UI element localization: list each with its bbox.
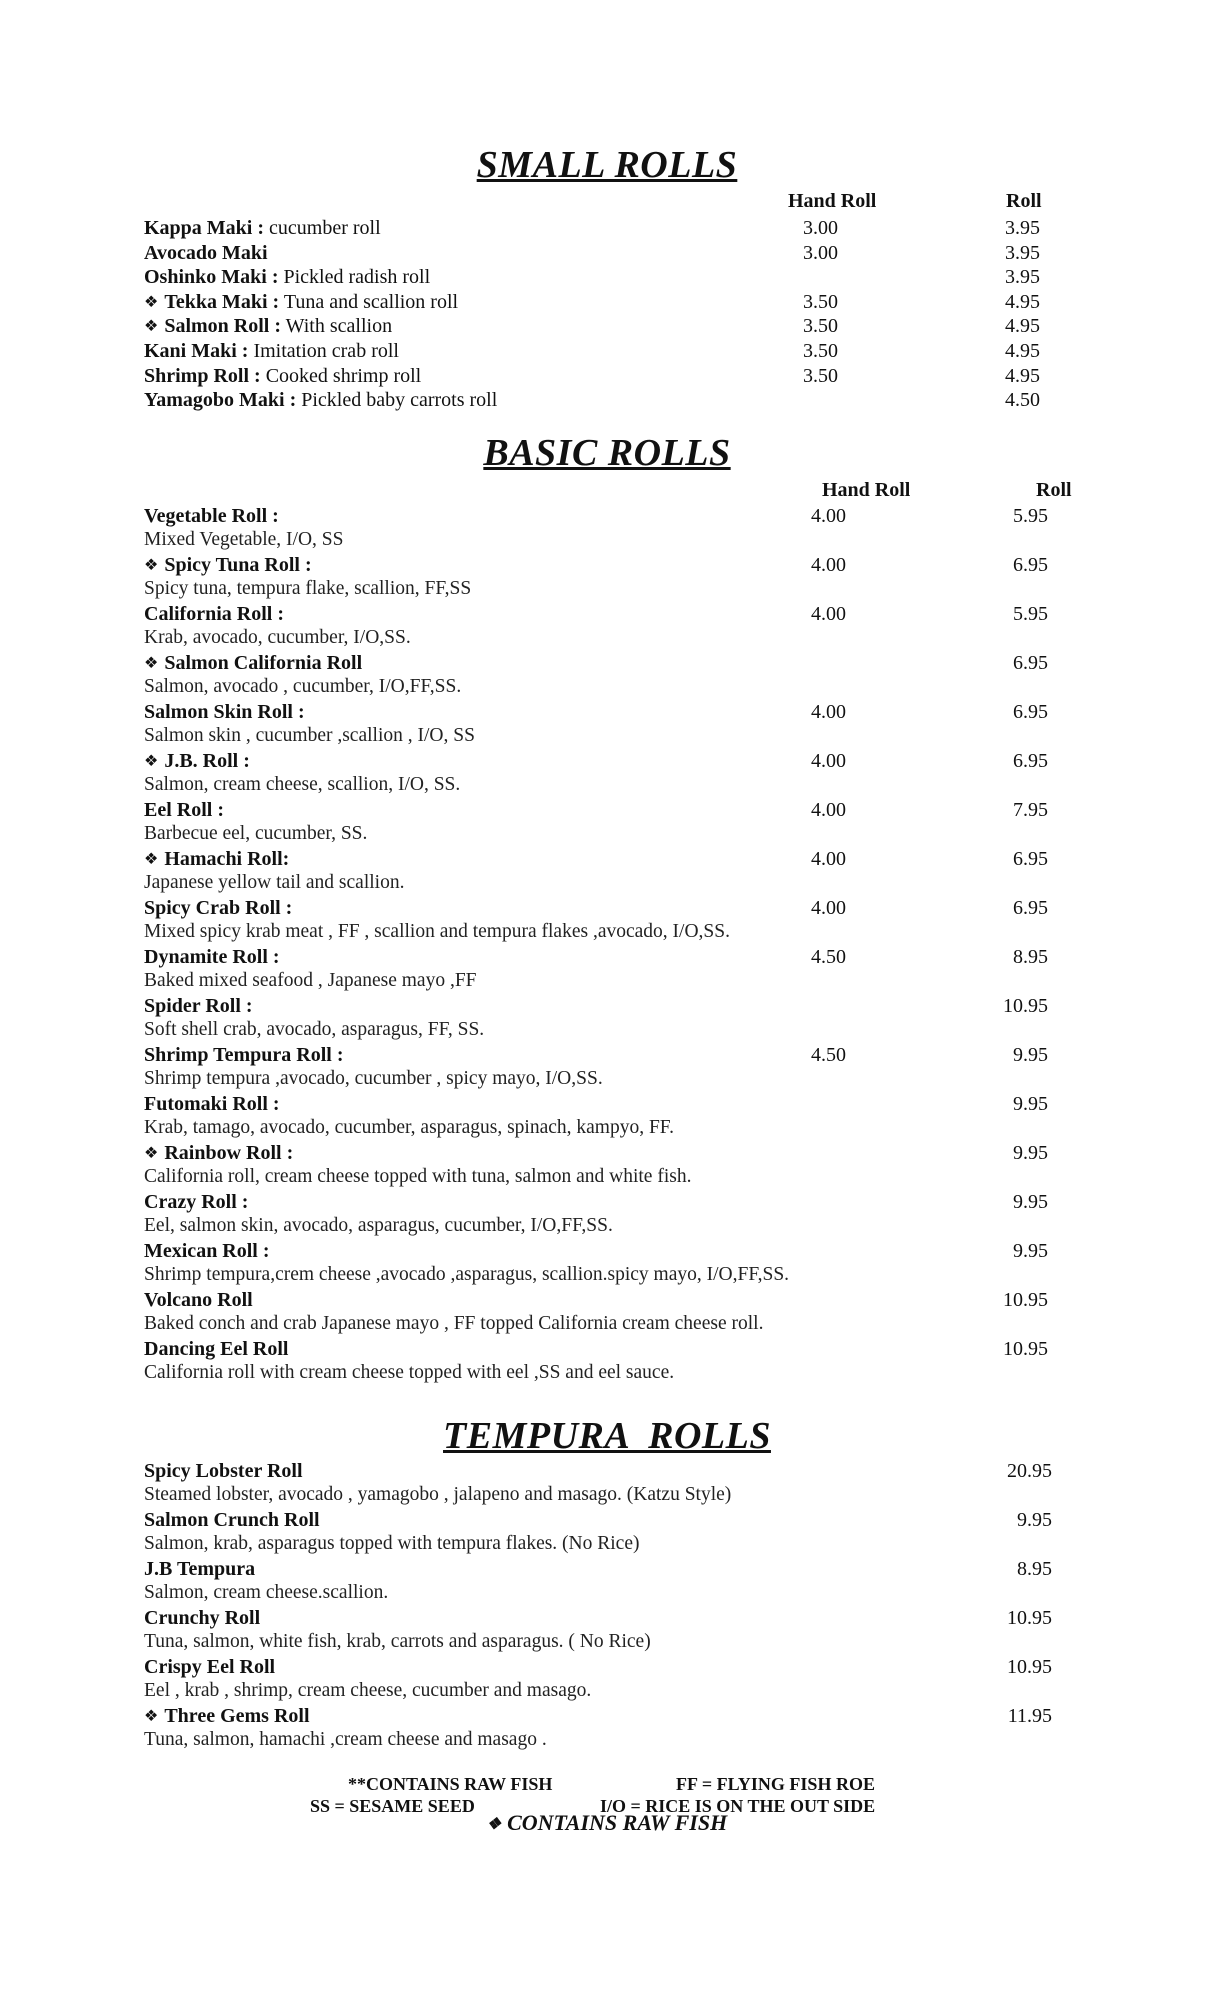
small-rolls-title: SMALL ROLLS	[476, 144, 738, 186]
roll-name	[144, 388, 497, 412]
roll-name	[144, 265, 430, 289]
roll-description: California roll, cream cheese topped with tuna, salmon and white fish.	[144, 1166, 692, 1187]
hand-roll-price: 3.00	[803, 217, 838, 239]
roll-price: 10.95	[1003, 1289, 1048, 1311]
tempura-roll-row	[0, 1704, 1214, 1728]
hand-roll-price: 4.00	[811, 848, 846, 870]
tempura-roll-row	[0, 1606, 1214, 1630]
roll-name-text: Mexican Roll :	[144, 1240, 270, 1262]
roll-name-text: Shrimp Roll :	[144, 364, 261, 387]
roll-name	[144, 1704, 310, 1730]
roll-price: 4.95	[1005, 364, 1040, 387]
roll-description: Pickled baby carrots roll	[301, 389, 498, 412]
roll-name-text: Salmon Crunch Roll	[144, 1509, 320, 1531]
roll-description: Salmon, avocado , cucumber, I/O,FF,SS.	[144, 676, 462, 697]
tempura-roll-row	[0, 1459, 1214, 1483]
roll-name	[144, 1190, 248, 1214]
basic-roll-row	[0, 1190, 1214, 1214]
roll-name	[144, 553, 312, 579]
hand-roll-price: 3.00	[803, 241, 838, 264]
roll-price: 10.95	[1007, 1607, 1052, 1629]
raw-fish-marker-icon: ❖	[486, 1816, 502, 1833]
roll-price: 3.95	[1005, 266, 1040, 289]
roll-description: Eel, salmon skin, avocado, asparagus, cucumber, I/O,FF,SS.	[144, 1215, 613, 1236]
hand-roll-price: 4.00	[811, 750, 846, 772]
roll-name	[144, 1043, 343, 1067]
basic-roll-row	[0, 749, 1214, 773]
roll-name-text: Crazy Roll :	[144, 1191, 249, 1213]
roll-name-text: Crunchy Roll	[144, 1607, 261, 1629]
raw-fish-marker-icon: ❖	[144, 318, 159, 336]
roll-name-text: Spider Roll :	[144, 995, 253, 1017]
roll-price: 4.95	[1005, 290, 1040, 313]
roll-name-text: California Roll :	[144, 603, 284, 625]
roll-name-text: Hamachi Roll:	[164, 848, 290, 870]
roll-price: 10.95	[1003, 1338, 1048, 1360]
roll-name	[144, 339, 399, 363]
basic-roll-row	[0, 1092, 1214, 1116]
legend-ff: FF = FLYING FISH ROE	[676, 1774, 875, 1794]
roll-name-text: Salmon Roll :	[164, 315, 282, 338]
small-roll-row	[0, 216, 1214, 240]
roll-name-text: Spicy Lobster Roll	[144, 1460, 303, 1482]
hand-roll-price: 3.50	[803, 290, 838, 313]
roll-name	[144, 1288, 253, 1312]
hand-roll-price: 4.00	[811, 505, 846, 527]
roll-price: 20.95	[1007, 1460, 1052, 1482]
hand-roll-price: 3.50	[803, 340, 838, 362]
roll-name	[144, 847, 289, 873]
roll-name	[144, 290, 458, 316]
legend-io: I/O = RICE IS ON THE OUT SIDE	[600, 1796, 876, 1816]
basic-roll-row	[0, 1239, 1214, 1263]
roll-price: 7.95	[1013, 799, 1048, 821]
roll-name-text: Kappa Maki :	[144, 217, 265, 239]
hand-roll-price: 4.00	[811, 603, 846, 625]
small-roll-row	[0, 388, 1214, 412]
roll-description: Steamed lobster, avocado , yamagobo , jalapeno and masago. (Katzu Style)	[144, 1484, 732, 1505]
basic-rolls-title: BASIC ROLLS	[483, 432, 731, 474]
hand-roll-price: 4.00	[811, 799, 846, 821]
basic-roll-row	[0, 945, 1214, 969]
roll-description: California roll with cream cheese topped with eel ,SS and eel sauce.	[144, 1362, 675, 1383]
roll-description: Salmon, cream cheese, scallion, I/O, SS.	[144, 774, 461, 795]
basic-roll-row	[0, 1337, 1214, 1361]
roll-name-text: J.B Tempura	[144, 1558, 256, 1580]
roll-name-text: J.B. Roll :	[164, 750, 250, 772]
roll-description: Mixed spicy krab meat , FF , scallion and tempura flakes ,avocado, I/O,SS.	[144, 921, 730, 942]
roll-name	[144, 1606, 260, 1630]
roll-name-text: Crispy Eel Roll	[144, 1656, 276, 1678]
roll-name-text: Salmon Skin Roll :	[144, 701, 305, 723]
raw-fish-marker-icon: ❖	[144, 851, 159, 868]
roll-description: Salmon skin , cucumber ,scallion , I/O, SS	[144, 725, 475, 746]
raw-fish-marker-icon: ❖	[144, 557, 159, 574]
small-roll-row	[0, 314, 1214, 338]
hand-roll-price: 4.00	[811, 897, 846, 919]
roll-name	[144, 216, 381, 240]
roll-price: 9.95	[1013, 1240, 1048, 1262]
basic-roll-row	[0, 651, 1214, 675]
roll-price: 6.95	[1013, 750, 1048, 772]
roll-name	[144, 896, 292, 920]
roll-name-text: Rainbow Roll :	[164, 1142, 294, 1164]
roll-price: 3.95	[1005, 217, 1040, 239]
roll-name	[144, 1141, 293, 1167]
raw-fish-marker-icon: ❖	[144, 753, 159, 770]
roll-description: Salmon, krab, asparagus topped with tempura flakes. (No Rice)	[144, 1533, 640, 1554]
roll-description: Tuna, salmon, hamachi ,cream cheese and masago .	[144, 1729, 547, 1750]
roll-name-text: Dancing Eel Roll	[144, 1338, 289, 1360]
roll-price: 5.95	[1013, 505, 1048, 527]
roll-name	[144, 1239, 270, 1263]
hand-roll-price: 3.50	[803, 315, 838, 338]
roll-price: 9.95	[1013, 1191, 1048, 1213]
basic-roll-row	[0, 602, 1214, 626]
roll-name	[144, 1337, 288, 1361]
roll-description: Tuna and scallion roll	[283, 290, 459, 313]
basic-roll-row	[0, 994, 1214, 1018]
small-roll-row	[0, 265, 1214, 289]
basic-roll-row	[0, 504, 1214, 528]
roll-description: Salmon, cream cheese.scallion.	[144, 1582, 389, 1603]
roll-name	[144, 749, 250, 775]
roll-name-text: Kani Maki :	[144, 340, 249, 362]
basic-roll-row	[0, 1288, 1214, 1312]
roll-description: Mixed Vegetable, I/O, SS	[144, 529, 344, 550]
roll-price: 3.95	[1005, 241, 1040, 264]
hand-roll-price: 4.00	[811, 701, 846, 723]
roll-price: 8.95	[1017, 1558, 1052, 1580]
small-hand-roll-header: Hand Roll	[788, 190, 877, 212]
basic-roll-row	[0, 553, 1214, 577]
roll-price: 10.95	[1003, 995, 1048, 1017]
tempura-roll-row	[0, 1655, 1214, 1679]
roll-price: 9.95	[1017, 1509, 1052, 1531]
roll-description: Baked conch and crab Japanese mayo , FF topped California cream cheese roll.	[144, 1313, 764, 1334]
roll-price: 10.95	[1007, 1656, 1052, 1678]
roll-name	[144, 1655, 275, 1679]
roll-name-text: Shrimp Tempura Roll :	[144, 1044, 344, 1066]
roll-name-text: Dynamite Roll :	[144, 946, 280, 968]
roll-name	[144, 994, 253, 1018]
hand-roll-price: 4.50	[811, 946, 846, 968]
basic-roll-row	[0, 700, 1214, 724]
roll-price: 6.95	[1013, 848, 1048, 870]
small-roll-row	[0, 364, 1214, 388]
small-roll-row	[0, 290, 1214, 314]
roll-name-text: Spicy Crab Roll :	[144, 897, 293, 919]
roll-description: Baked mixed seafood , Japanese mayo ,FF	[144, 970, 477, 991]
roll-description: Barbecue eel, cucumber, SS.	[144, 823, 368, 844]
raw-fish-marker-icon: ❖	[144, 293, 159, 311]
basic-roll-row	[0, 1043, 1214, 1067]
roll-price: 4.95	[1005, 340, 1040, 362]
small-roll-row	[0, 339, 1214, 363]
roll-name-text: Vegetable Roll :	[144, 505, 279, 527]
roll-description: Tuna, salmon, white fish, krab, carrots and asparagus. ( No Rice)	[144, 1631, 651, 1652]
legend-raw-fish: **CONTAINS RAW FISH	[348, 1774, 553, 1794]
roll-name	[144, 798, 224, 822]
roll-name-text: Avocado Maki	[144, 241, 268, 264]
roll-price: 9.95	[1013, 1093, 1048, 1115]
roll-description: With scallion	[285, 315, 393, 338]
roll-name	[144, 504, 279, 528]
hand-roll-price: 4.00	[811, 554, 846, 576]
basic-hand-roll-header: Hand Roll	[822, 479, 911, 501]
roll-price: 4.50	[1005, 389, 1040, 412]
tempura-roll-row	[0, 1508, 1214, 1532]
raw-fish-marker-icon: ❖	[144, 655, 159, 672]
roll-price: 4.95	[1005, 315, 1040, 338]
roll-price: 9.95	[1013, 1044, 1048, 1066]
roll-price: 5.95	[1013, 603, 1048, 625]
roll-name	[144, 364, 421, 388]
legend-marker-note-text: CONTAINS RAW FISH	[507, 1810, 728, 1835]
basic-roll-header: Roll	[1036, 479, 1072, 501]
basic-roll-row	[0, 798, 1214, 822]
roll-name	[144, 1459, 303, 1483]
legend-marker-note	[0, 1810, 1214, 1836]
roll-price: 9.95	[1013, 1142, 1048, 1164]
roll-description: Pickled radish roll	[283, 266, 431, 289]
roll-price: 6.95	[1013, 652, 1048, 674]
roll-name	[144, 1092, 280, 1116]
roll-description: Japanese yellow tail and scallion.	[144, 872, 405, 893]
roll-name-text: Salmon California Roll	[164, 652, 363, 674]
tempura-rolls-title: TEMPURA ROLLS	[443, 1415, 771, 1457]
legend-ss: SS = SESAME SEED	[310, 1796, 475, 1816]
roll-name	[144, 241, 268, 265]
tempura-roll-row	[0, 1557, 1214, 1581]
roll-name-text: Eel Roll :	[144, 799, 224, 821]
roll-description: Shrimp tempura,crem cheese ,avocado ,asparagus, scallion.spicy mayo, I/O,FF,SS.	[144, 1264, 790, 1285]
roll-price: 8.95	[1013, 946, 1048, 968]
roll-name	[144, 945, 280, 969]
roll-price: 6.95	[1013, 897, 1048, 919]
roll-name	[144, 700, 305, 724]
roll-description: Imitation crab roll	[253, 340, 399, 362]
roll-name	[144, 314, 392, 340]
small-roll-row	[0, 241, 1214, 265]
roll-description: Krab, avocado, cucumber, I/O,SS.	[144, 627, 411, 648]
hand-roll-price: 3.50	[803, 364, 838, 387]
roll-description: Eel , krab , shrimp, cream cheese, cucumber and masago.	[144, 1680, 592, 1701]
small-roll-header: Roll	[1006, 190, 1042, 212]
roll-name-text: Spicy Tuna Roll :	[164, 554, 312, 576]
raw-fish-marker-icon: ❖	[144, 1708, 159, 1725]
roll-name	[144, 651, 362, 677]
roll-name-text: Futomaki Roll :	[144, 1093, 280, 1115]
raw-fish-marker-icon: ❖	[144, 1145, 159, 1162]
roll-name-text: Volcano Roll	[144, 1289, 253, 1311]
roll-description: Shrimp tempura ,avocado, cucumber , spicy mayo, I/O,SS.	[144, 1068, 603, 1089]
roll-description: cucumber roll	[269, 217, 381, 239]
roll-description: Cooked shrimp roll	[265, 364, 422, 387]
roll-name-text: Yamagobo Maki :	[144, 389, 297, 412]
basic-roll-row	[0, 1141, 1214, 1165]
roll-price: 6.95	[1013, 554, 1048, 576]
roll-description: Spicy tuna, tempura flake, scallion, FF,SS	[144, 578, 472, 599]
roll-name	[144, 602, 284, 626]
roll-name	[144, 1557, 255, 1581]
roll-name	[144, 1508, 320, 1532]
roll-description: Krab, tamago, avocado, cucumber, asparagus, spinach, kampyo, FF.	[144, 1117, 674, 1138]
roll-price: 11.95	[1007, 1705, 1052, 1727]
roll-name-text: Oshinko Maki :	[144, 266, 279, 289]
roll-price: 6.95	[1013, 701, 1048, 723]
roll-description: Soft shell crab, avocado, asparagus, FF, SS.	[144, 1019, 485, 1040]
roll-name-text: Three Gems Roll	[164, 1705, 310, 1727]
roll-name-text: Tekka Maki :	[164, 290, 280, 313]
basic-roll-row	[0, 896, 1214, 920]
hand-roll-price: 4.50	[811, 1044, 846, 1066]
basic-roll-row	[0, 847, 1214, 871]
